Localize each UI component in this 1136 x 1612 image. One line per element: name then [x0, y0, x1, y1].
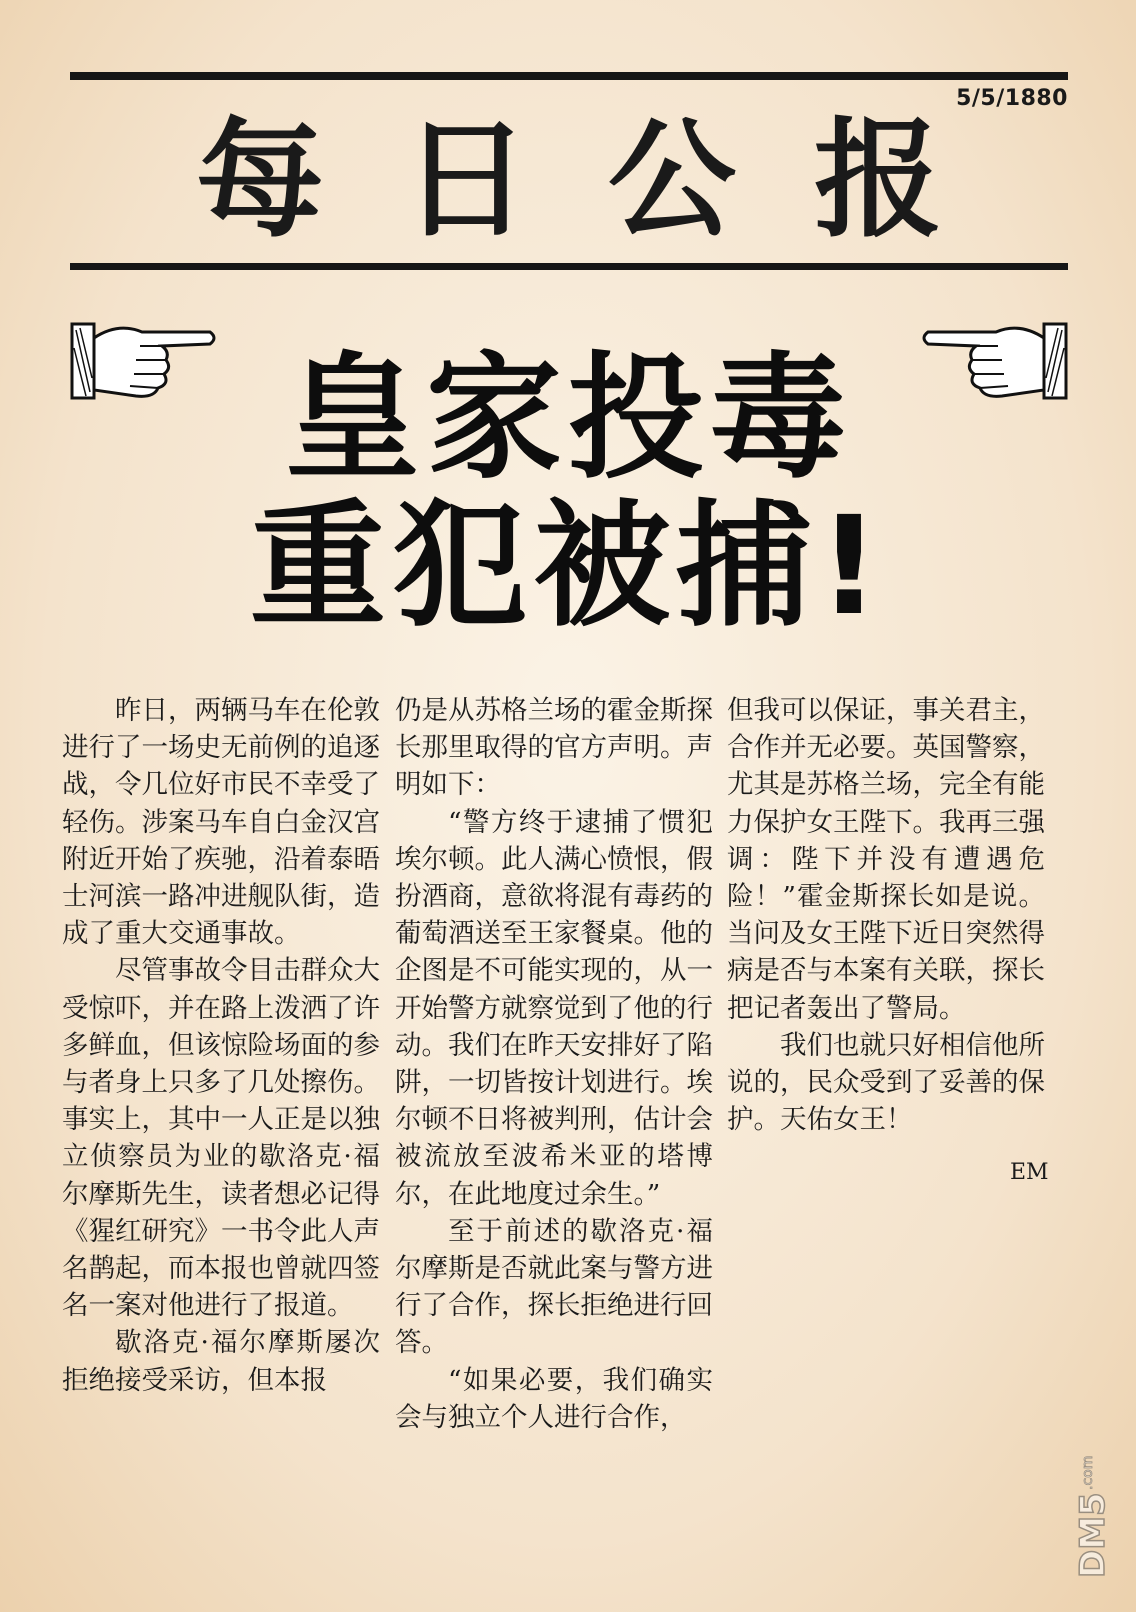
author-signature: EM	[1010, 1160, 1049, 1185]
svg-text:.com: .com	[1080, 1455, 1096, 1490]
article-column-3	[727, 692, 1045, 1138]
paragraph: 我们也就只好相信他所说的，民众受到了妥善的保护。天佑女王！	[727, 1029, 1045, 1136]
paragraph: “如果必要，我们确实会与独立个人进行合作，	[395, 1364, 713, 1433]
masthead-bottom-rule	[70, 263, 1068, 270]
headline	[140, 340, 996, 646]
headline-line-2: 重犯被捕!	[249, 488, 887, 646]
masthead-top-rule	[70, 72, 1068, 80]
paragraph: 歇洛克·福尔摩斯屡次拒绝接受采访，但本报	[62, 1327, 380, 1396]
paragraph: 至于前述的歇洛克·福尔摩斯是否就此案与警方进行了合作，探长拒绝进行回答。	[395, 1215, 713, 1359]
headline-line-1: 皇家投毒	[284, 340, 852, 498]
issue-date: 5/5/1880	[956, 86, 1068, 111]
svg-text:DM5: DM5	[1073, 1492, 1113, 1578]
newspaper-masthead: 每日公报	[195, 105, 1020, 255]
paragraph: 但我可以保证，事关君主，合作并无必要。英国警察，尤其是苏格兰场，完全有能力保护女王陛下。我再三强调：陛下并没有遭遇危险！”霍金斯探长如是说。当问及女王陛下近日突然得病是否与本案有关联，探长把记者轰出了警局。	[727, 695, 1045, 1024]
paragraph: 尽管事故令目击群众大受惊吓，并在路上泼洒了许多鲜血，但该惊险场面的参与者身上只多了几处擦伤。事实上，其中一人正是以独立侦察员为业的歇洛克·福尔摩斯先生，读者想必记得《猩红研究》一书令此人声名鹊起，而本报也曾就四签名一案对他进行了报道。	[62, 955, 380, 1322]
article-column-1	[62, 692, 380, 1399]
paragraph: “警方终于逮捕了惯犯埃尔顿。此人满心愤恨，假扮酒商，意欲将混有毒药的葡萄酒送至王家餐桌。他的企图是不可能实现的，从一开始警方就察觉到了他的行动。我们在昨天安排好了陷阱，一切皆按计划进行。埃尔顿不日将被判刑，估计会被流放至波希米亚的塔博尔，在此地度过余生。”	[395, 806, 713, 1210]
paragraph: 仍是从苏格兰场的霍金斯探长那里取得的官方声明。声明如下：	[395, 695, 713, 801]
dm5-watermark-logo	[1068, 1440, 1124, 1600]
article-column-2	[395, 692, 713, 1436]
paragraph: 昨日，两辆马车在伦敦进行了一场史无前例的追逐战，令几位好市民不幸受了轻伤。涉案马车自白金汉宫附近开始了疾驰，沿着泰晤士河滨一路冲进舰队街，造成了重大交通事故。	[62, 695, 380, 950]
